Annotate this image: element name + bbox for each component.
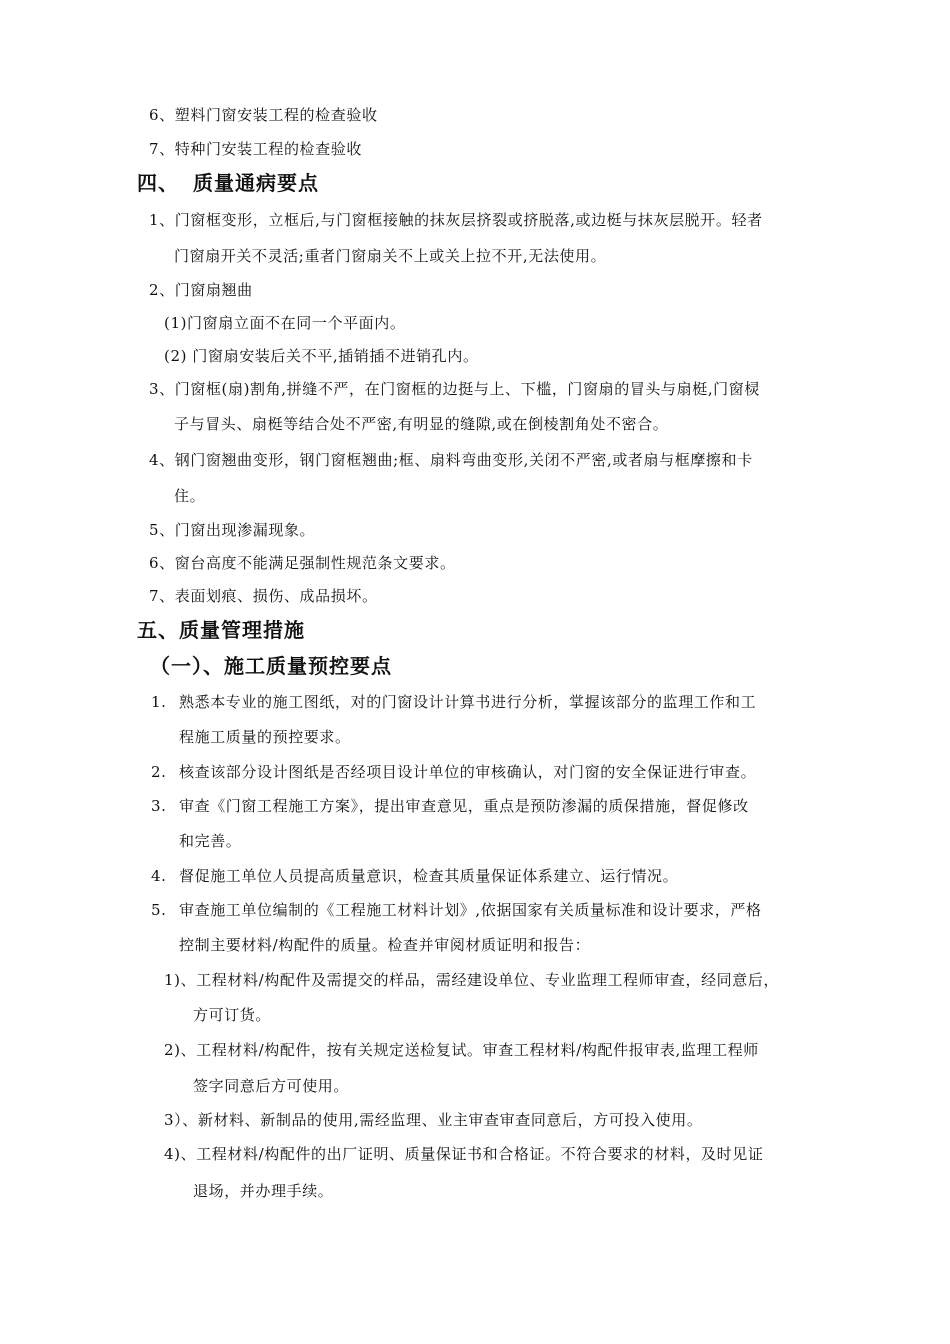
paragraph-line: 督促施工单位人员提高质量意识，检查其质量保证体系建立、运行情况。 bbox=[179, 867, 679, 885]
section-heading: 质量通病要点 bbox=[193, 171, 319, 195]
list-item: 2、门窗扇翘曲 bbox=[149, 281, 253, 299]
paragraph-line: 门窗扇开关不灵活;重者门窗扇关不上或关上拉不开,无法使用。 bbox=[174, 247, 607, 265]
paragraph-line: 1、门窗框变形，立框后,与门窗框接触的抹灰层挤裂或挤脱落,或边梃与抹灰层脱开。轻者 bbox=[149, 211, 763, 229]
list-item: (2) 门窗扇安装后关不平,插销插不进销孔内。 bbox=[164, 347, 479, 365]
paragraph-line: 和完善。 bbox=[179, 832, 242, 850]
section-number: 四、 bbox=[137, 171, 179, 195]
list-number: 5. bbox=[151, 901, 167, 919]
list-number: 2. bbox=[151, 763, 167, 781]
list-number: 3. bbox=[151, 797, 167, 815]
paragraph-line: 1)、工程材料/构配件及需提交的样品，需经建设单位、专业监理工程师审查，经同意后， bbox=[164, 971, 780, 989]
list-item: 5、门窗出现渗漏现象。 bbox=[149, 521, 316, 539]
paragraph-line: 签字同意后方可使用。 bbox=[193, 1077, 350, 1095]
list-number: 1. bbox=[151, 693, 167, 711]
paragraph-line: 控制主要材料/构配件的质量。检查并审阅材质证明和报告： bbox=[179, 936, 591, 954]
paragraph-line: 2)、工程材料/构配件，按有关规定送检复试。审查工程材料/构配件报审表,监理工程师 bbox=[164, 1041, 759, 1059]
paragraph-line: 审查《门窗工程施工方案》，提出审查意见，重点是预防渗漏的质保措施，督促修改 bbox=[179, 797, 749, 815]
paragraph-line: 4、钢门窗翘曲变形，钢门窗框翘曲;框、扇料弯曲变形,关闭不严密,或者扇与框摩擦和卡 bbox=[149, 451, 753, 469]
paragraph-line: 子与冒头、扇梃等结合处不严密,有明显的缝隙,或在倒棱割角处不密合。 bbox=[174, 415, 669, 433]
paragraph-line: 3、门窗框(扇)割角,拼缝不严，在门窗框的边挺与上、下槛，门窗扇的冒头与扇梃,门窗棂 bbox=[149, 380, 760, 398]
list-item: 6、塑料门窗安装工程的检查验收 bbox=[149, 106, 378, 124]
list-item: (1)门窗扇立面不在同一个平面内。 bbox=[164, 314, 406, 332]
paragraph-line: 方可订货。 bbox=[193, 1006, 272, 1024]
list-item: 7、特种门安装工程的检查验收 bbox=[149, 140, 362, 158]
paragraph-line: 核查该部分设计图纸是否经项目设计单位的审核确认，对门窗的安全保证进行审查。 bbox=[179, 763, 757, 781]
paragraph-line: 审查施工单位编制的《工程施工材料计划》,依据国家有关质量标准和设计要求，严格 bbox=[179, 901, 762, 919]
paragraph-line: 3）、新材料、新制品的使用,需经监理、业主审查审查同意后，方可投入使用。 bbox=[164, 1111, 703, 1129]
list-number: 4. bbox=[151, 867, 167, 885]
section-heading: 五、质量管理措施 bbox=[137, 618, 305, 642]
paragraph-line: 程施工质量的预控要求。 bbox=[179, 728, 351, 746]
paragraph-line: 熟悉本专业的施工图纸，对的门窗设计计算书进行分析，掌握该部分的监理工作和工 bbox=[179, 693, 757, 711]
paragraph-line: 退场，并办理手续。 bbox=[193, 1182, 334, 1200]
list-item: 6、窗台高度不能满足强制性规范条文要求。 bbox=[149, 554, 456, 572]
list-item: 7、表面划痕、损伤、成品损坏。 bbox=[149, 587, 378, 605]
paragraph-line: 4)、工程材料/构配件的出厂证明、质量保证书和合格证。不符合要求的材料，及时见证 bbox=[164, 1145, 764, 1163]
paragraph-line: 住。 bbox=[174, 487, 206, 505]
subsection-heading: （一）、施工质量预控要点 bbox=[150, 654, 392, 678]
